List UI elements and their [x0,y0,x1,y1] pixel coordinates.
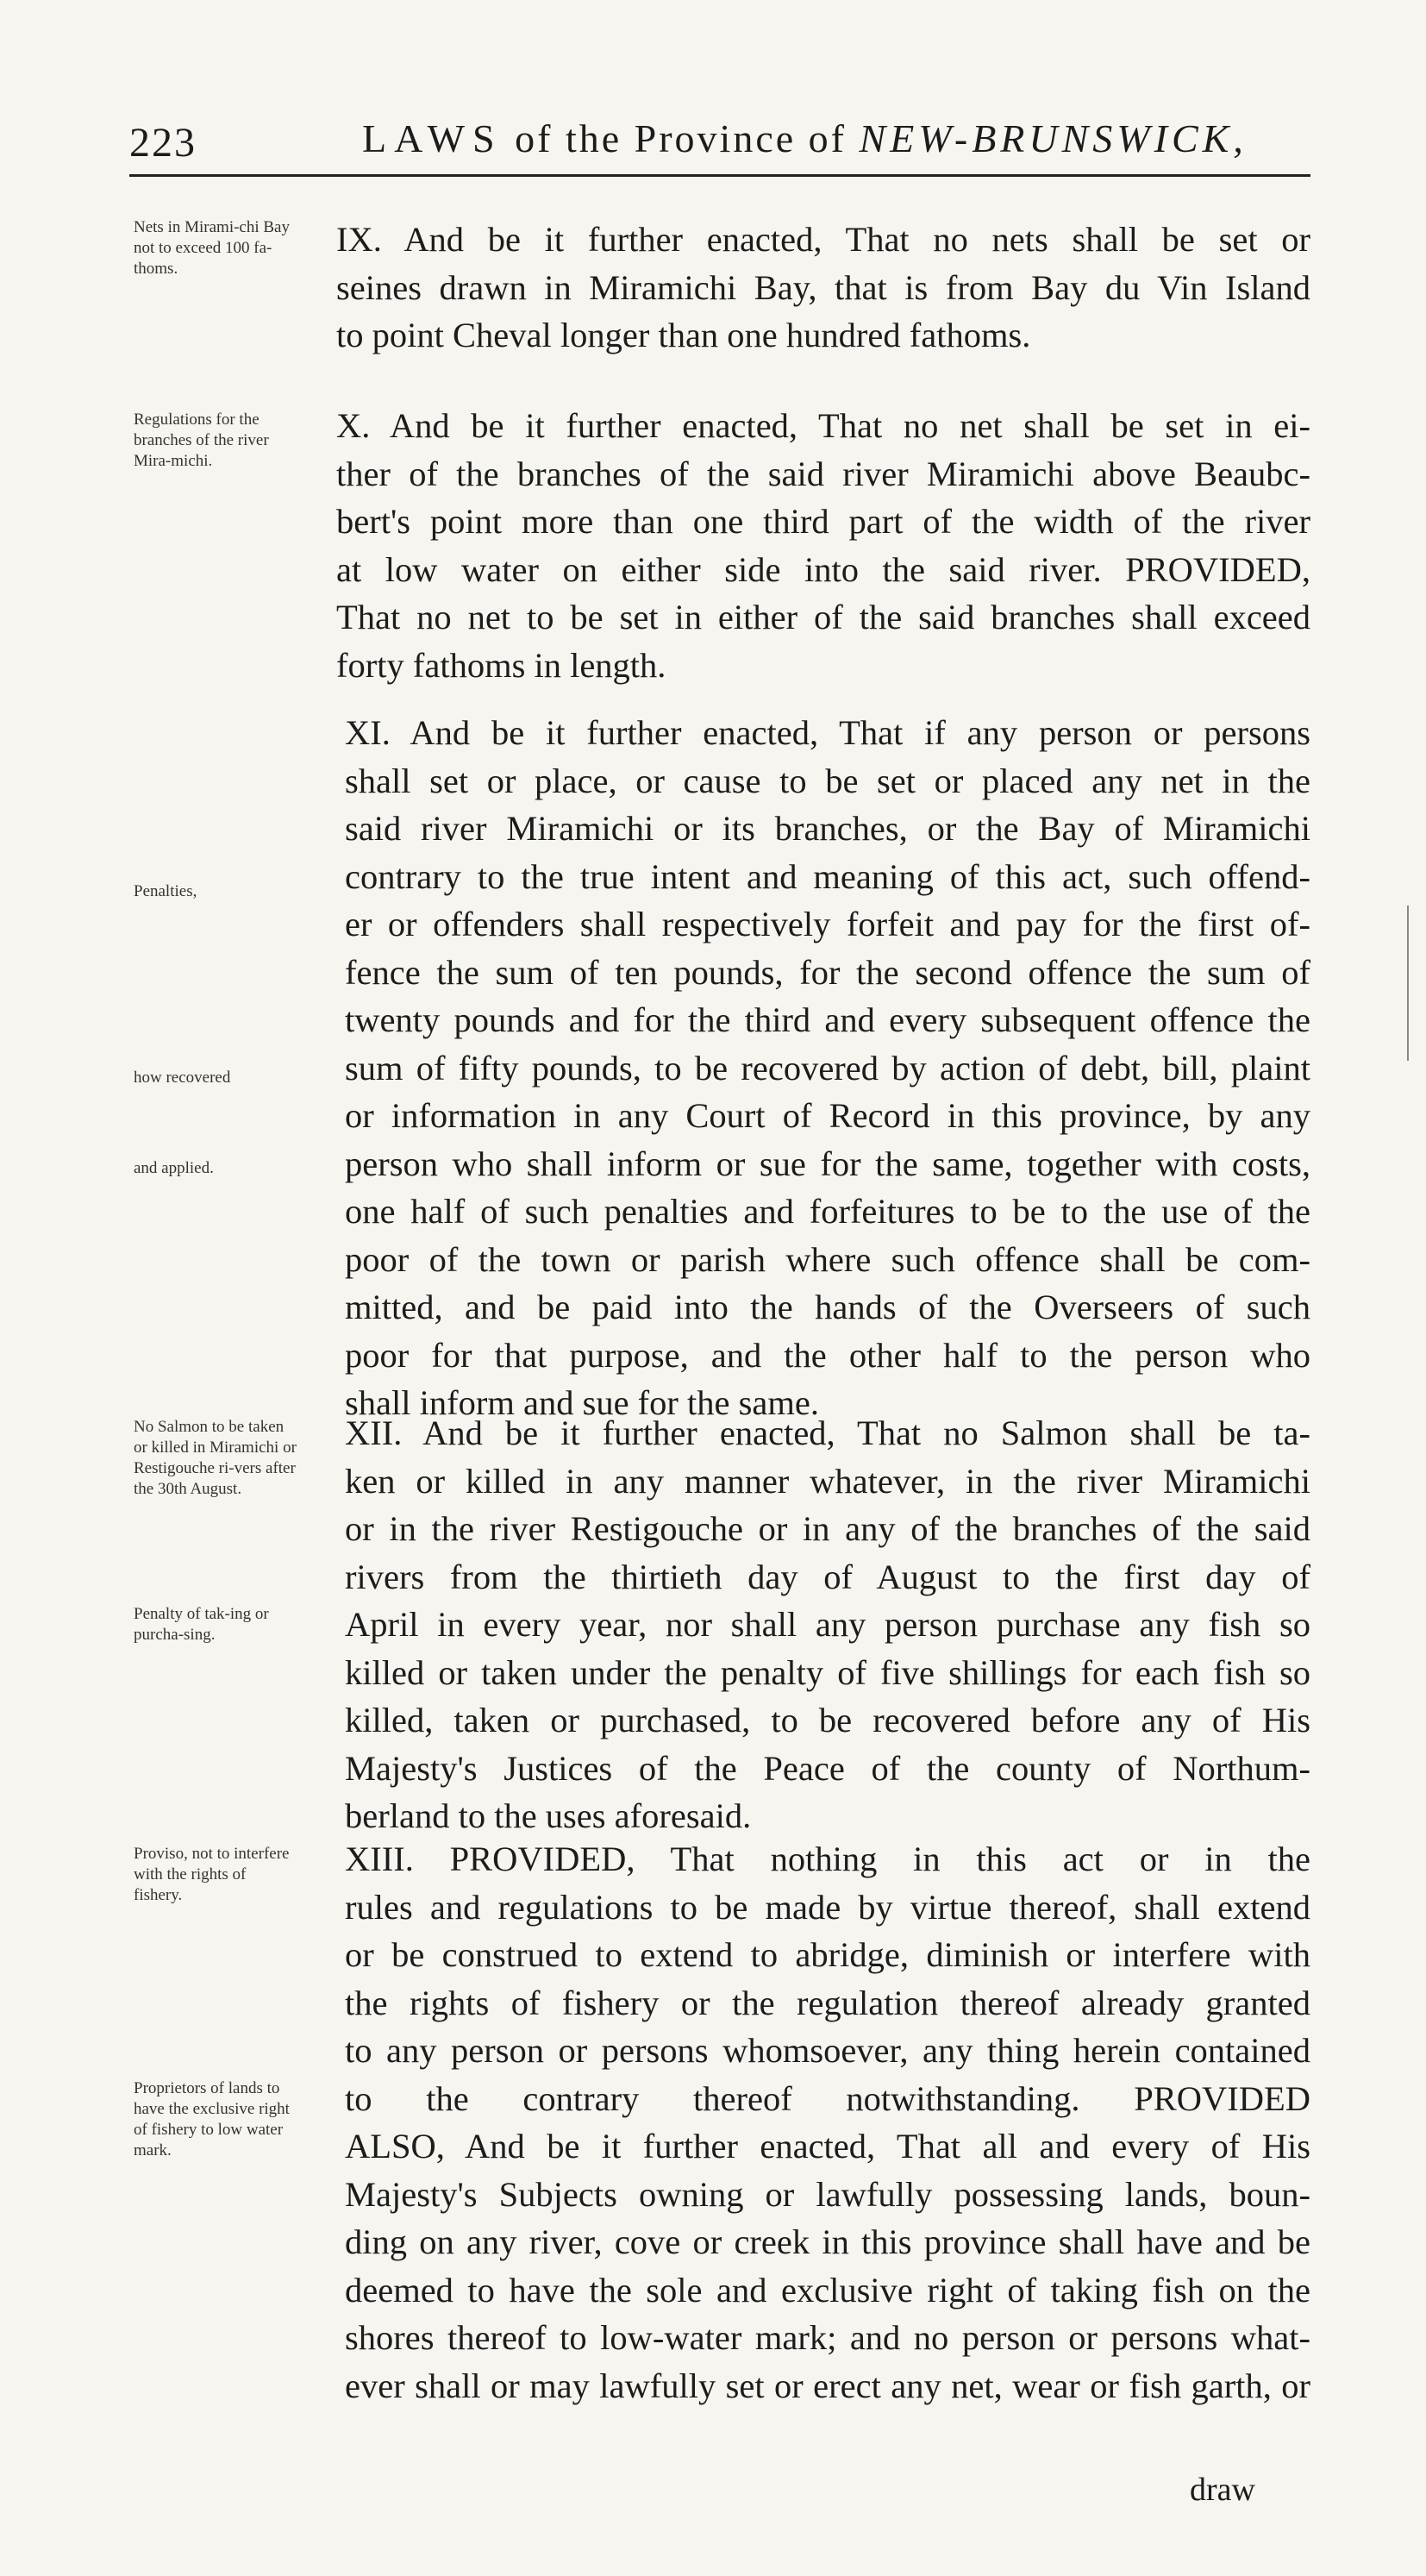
section-xii-line: killed or taken under the penalty of five shillings for each fish so [345,1652,1310,1692]
section-xii-line: or in the river Restigouche or in any of the branches of the said [345,1509,1310,1548]
section-xi-line: fence the sum of ten pounds, for the second offence the sum of [345,952,1310,992]
section-xi-line: mitted, and be paid into the hands of the Overseers of such [345,1288,1310,1326]
section-xi-line: shall inform and sue for the same. [345,1383,819,1422]
margin-note-proprietors: Proprietors of lands to have the exclusive right of fishery to low water mark. [134,2079,290,2159]
margin-note-how-recovered: how recovered [134,1069,231,1087]
section-ix-line: to point Cheval longer than one hundred fathoms. [336,316,1031,354]
margin-note-penalties: Penalties, [134,882,197,900]
section-xii-line: Majesty's Justices of the Peace of the county of Northum- [345,1748,1310,1788]
margin-note-penalty-taking: Penalty of tak-ing or purcha-sing. [134,1605,269,1644]
section-xii-line: rivers from the thirtieth day of August to the first day of [345,1557,1310,1596]
section-xi-line: twenty pounds and for the third and every subsequent offence the [345,1000,1310,1039]
section-x-line: forty fathoms in length. [336,645,666,685]
section-xii [310,1409,1310,1840]
section-ix-line: seines drawn in Miramichi Bay, that is from Bay du Vin Island [336,267,1310,307]
section-xii-line: killed, taken or purchased, to be recovered before any of His [345,1701,1310,1739]
section-ix-line: IX. And be it further enacted, That no nets shall be set or [336,220,1310,259]
running-title [362,116,1248,161]
section-xi-line: person who shall inform or sue for the same, together with costs, [345,1144,1310,1183]
section-xiii-line: to any person or persons whomsoever, any thing herein contained [345,2031,1310,2070]
section-xiii-line: deemed to have the sole and exclusive right of taking fish on the [345,2270,1310,2310]
title-province: NEW-BRUNSWICK, [859,116,1248,160]
section-xiii-line: the rights of fishery or the regulation thereof already granted [345,1983,1310,2022]
section-xiii-line: ALSO, And be it further enacted, That all and every of His [345,2127,1310,2165]
header-rule [129,174,1310,177]
section-x-line: X. And be it further enacted, That no net shall be set in ei- [336,406,1310,445]
section-xii-line: ken or killed in any manner whatever, in the river Miramichi [345,1461,1310,1501]
page-number: 223 [129,120,197,166]
section-xi-line: contrary to the true intent and meaning of this act, such offend- [345,856,1310,896]
section-x [310,402,1310,689]
catchword: draw [1190,2472,1255,2508]
margin-note-and-applied: and applied. [134,1159,214,1177]
section-xiii-line: or be construed to extend to abridge, diminish or interfere with [345,1935,1310,1974]
section-xii-line: XII. And be it further enacted, That no Salmon shall be ta- [345,1413,1310,1452]
section-xiii-line: Majesty's Subjects owning or lawfully possessing lands, boun- [345,2174,1310,2214]
section-xi-line: poor of the town or parish where such offence shall be com- [345,1239,1310,1279]
section-xiii-line: ding on any river, cove or creek in this province shall have and be [345,2222,1310,2261]
section-xii-line: berland to the uses aforesaid. [345,1796,752,1835]
margin-note-nets-bay: Nets in Mirami-chi Bay not to exceed 100 fa-thoms. [134,218,290,278]
section-xi-line: XI. And be it further enacted, That if any person or persons [345,713,1310,752]
section-x-line: That no net to be set in either of the said branches shall exceed [336,598,1310,636]
section-xiii-line: XIII. PROVIDED, That nothing in this act or in the [345,1840,1310,1878]
section-xi [310,709,1310,1427]
page-edge-mark [1407,906,1409,1061]
section-xi-line: or information in any Court of Record in this province, by any [345,1096,1310,1135]
section-xi-line: er or offenders shall respectively forfeit and pay for the first of- [345,905,1310,943]
section-ix [310,216,1310,360]
running-header [129,103,1310,181]
section-xiii-line: shores thereof to low-water mark; and no person or persons what- [345,2318,1310,2357]
section-xiii [310,1835,1310,2410]
margin-note-regulations-branches: Regulations for the branches of the river Mira-michi. [134,411,269,470]
section-xi-line: said river Miramichi or its branches, or the Bay of Miramichi [345,809,1310,848]
title-middle: of the Province of [502,116,860,160]
title-laws: LAWS [362,116,503,160]
margin-note-no-salmon: No Salmon to be taken or killed in Miramichi or Restigouche ri-vers after the 30th August. [134,1418,297,1498]
section-xi-line: shall set or place, or cause to be set or placed any net in the [345,761,1310,800]
section-x-line: ther of the branches of the said river Miramichi above Beaubc- [336,454,1310,493]
section-xi-line: sum of fifty pounds, to be recovered by action of debt, bill, plaint [345,1048,1310,1087]
section-x-line: bert's point more than one third part of the width of the river [336,502,1310,541]
section-xiii-line: ever shall or may lawfully set or erect any net, wear or fish garth, or [345,2366,1310,2405]
section-xiii-line: rules and regulations to be made by virtue thereof, shall extend [345,1887,1310,1927]
section-xi-line: poor for that purpose, and the other half to the person who [345,1335,1310,1375]
section-x-line: at low water on either side into the said river. PROVIDED, [336,549,1310,589]
margin-note-proviso: Proviso, not to interfere with the rights of fishery. [134,1845,290,1904]
section-xiii-line: to the contrary thereof notwithstanding. PROVIDED [345,2078,1310,2118]
section-xi-line: one half of such penalties and forfeitures to be to the use of the [345,1192,1310,1231]
section-xii-line: April in every year, nor shall any person purchase any fish so [345,1605,1310,1644]
